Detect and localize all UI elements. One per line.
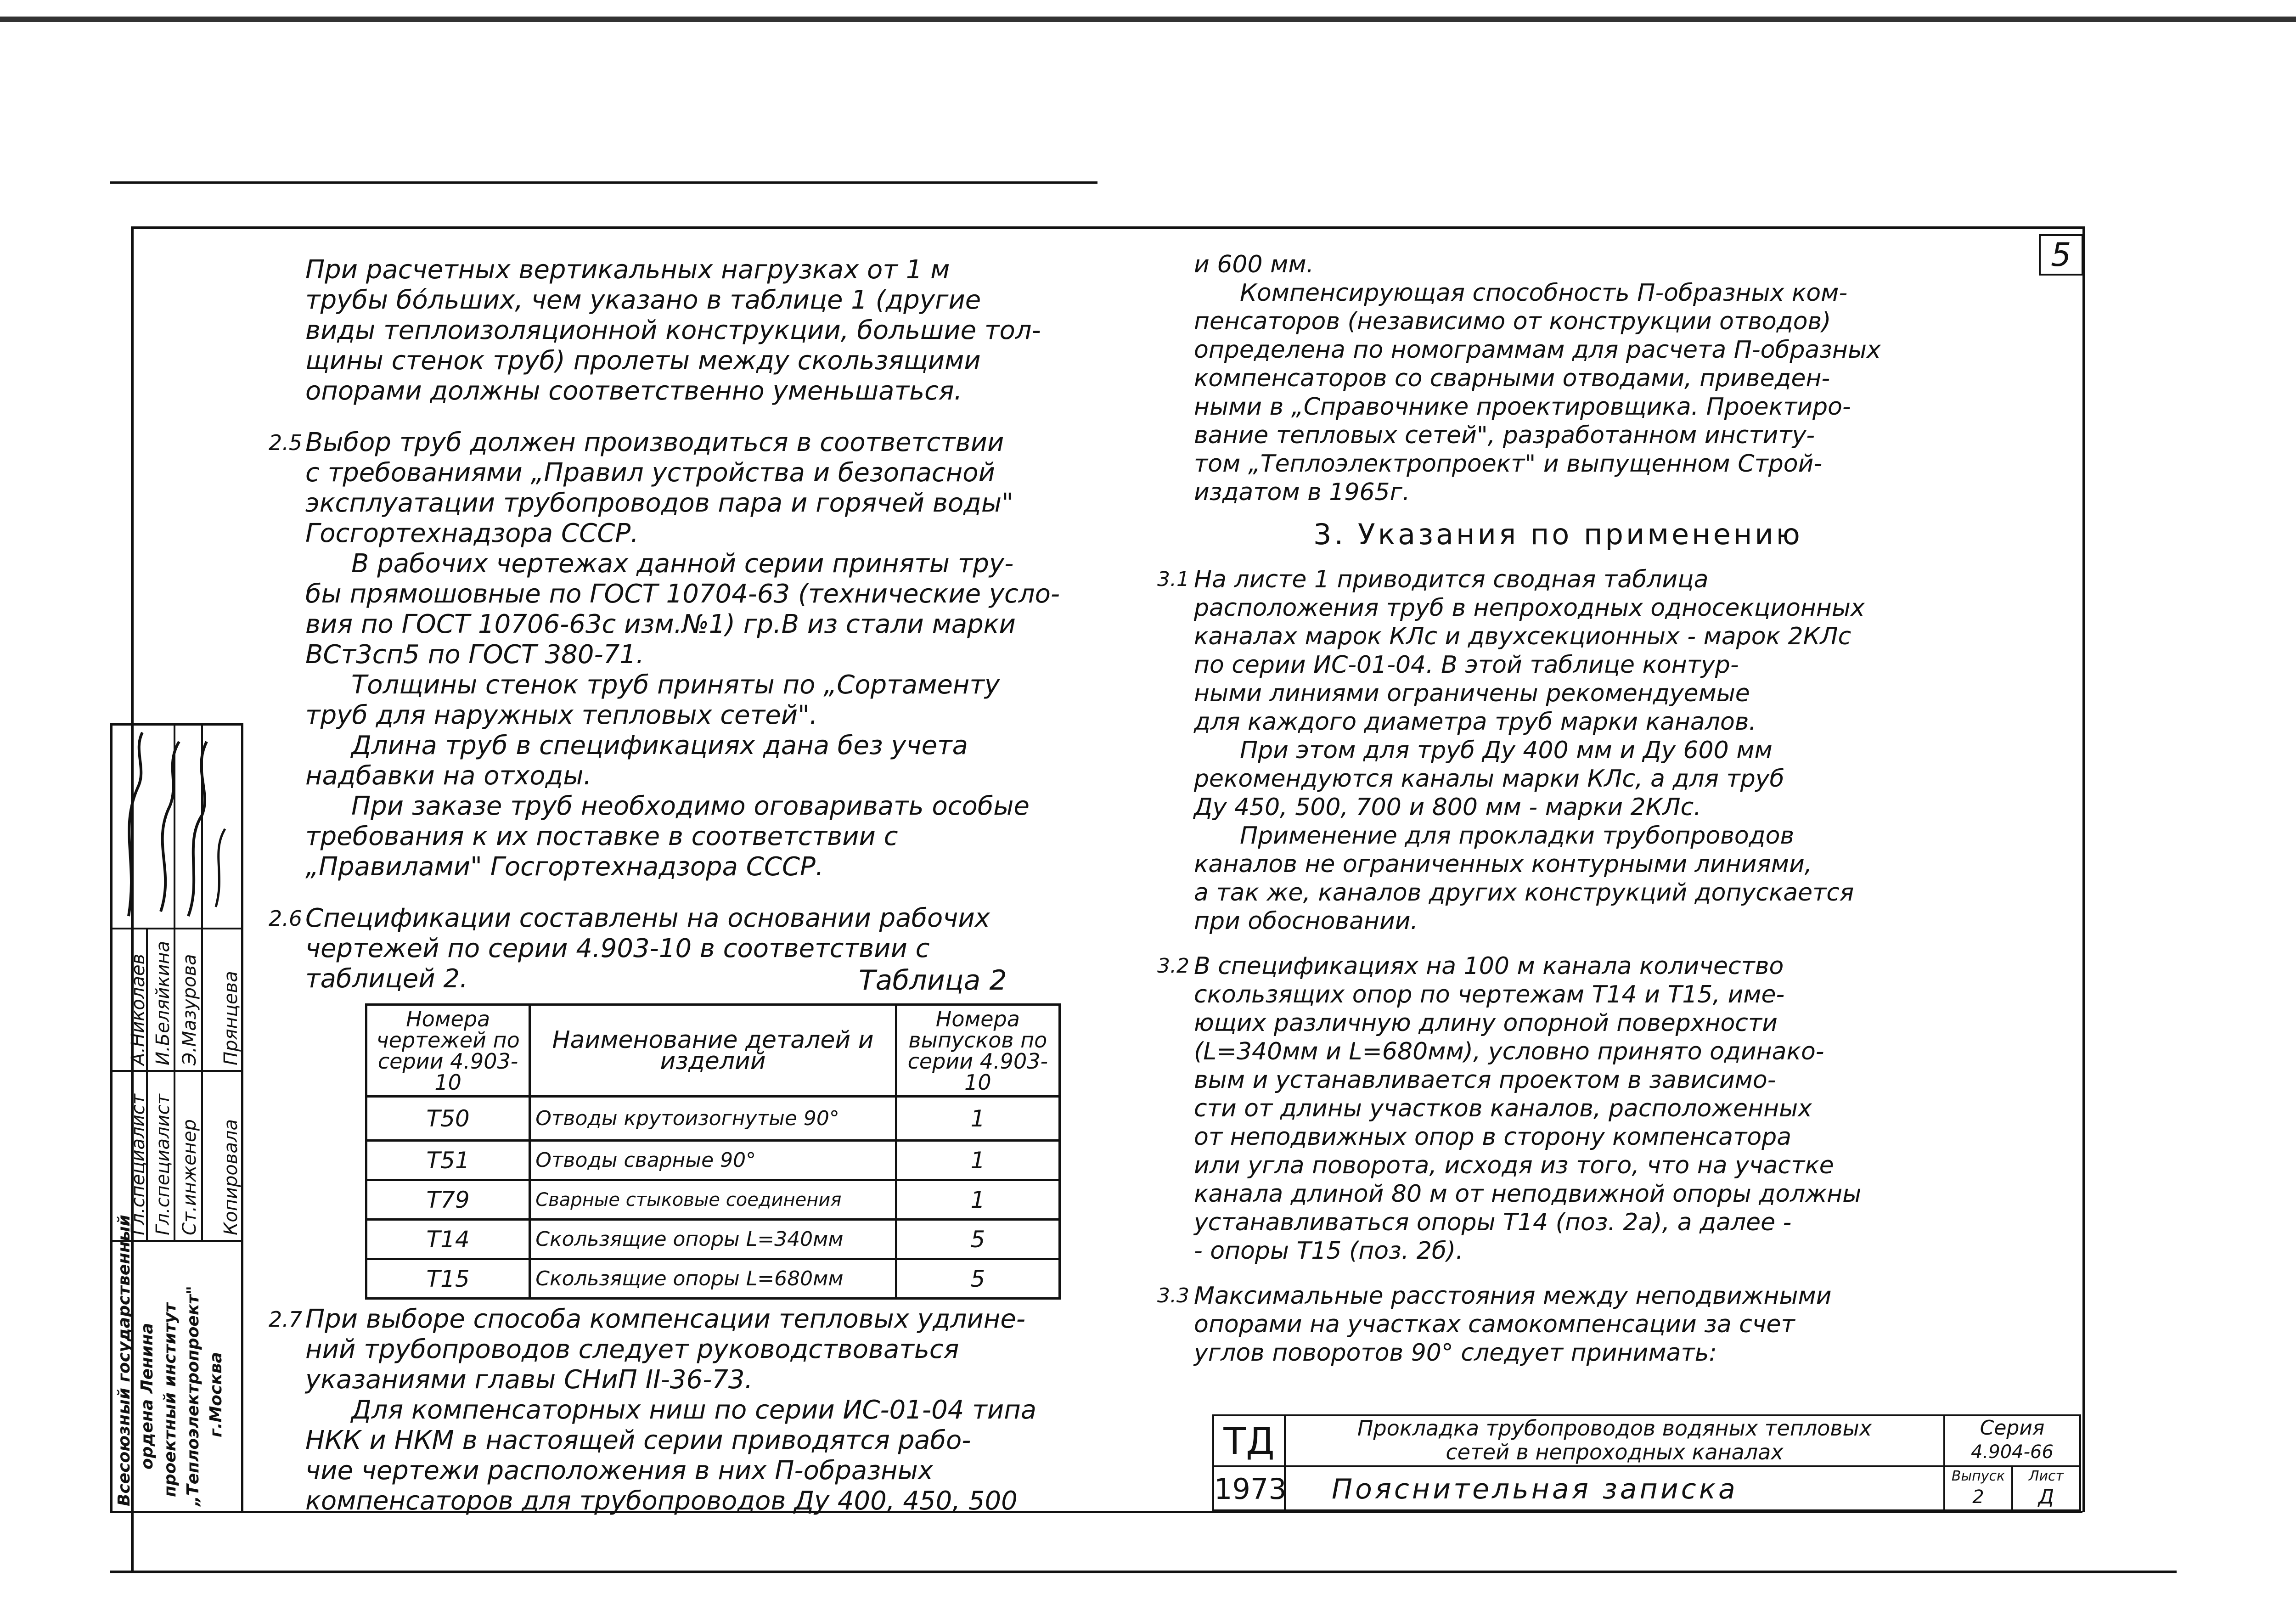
- table-row: [366, 1259, 1060, 1299]
- row-name: Отводы крутоизогнутые 90°: [530, 1097, 896, 1141]
- s25-line: надбавки на отходы.: [305, 761, 592, 791]
- stamp-issue-value: 2: [1972, 1486, 1984, 1508]
- s25-line: Госгортехнадзора СССР.: [305, 518, 639, 548]
- s31-line: Применение для прокладки трубопроводов: [1240, 822, 1795, 850]
- s25-line: При заказе труб необходимо оговаривать особые: [351, 791, 1030, 821]
- side-org-line: проектный институт: [161, 1303, 180, 1497]
- side-role: Ст.инженер: [179, 1119, 200, 1235]
- right-top-line: ными в „Справочнике проектировщика. Проектиро-: [1194, 393, 1851, 421]
- right-column: [1157, 250, 2030, 1367]
- row-name: Скользящие опоры L=340мм: [530, 1220, 896, 1259]
- intro-line: виды теплоизоляционной конструкции, большие тол-: [305, 315, 1041, 345]
- right-top-line: издатом в 1965г.: [1194, 479, 1410, 506]
- row-name: Скользящие опоры L=680мм: [530, 1259, 896, 1299]
- intro-line: щины стенок труб) пролеты между скользящими: [305, 346, 981, 376]
- s32-line: скользящих опор по чертежам Т14 и Т15, име-: [1194, 981, 1785, 1008]
- s31-line: На листе 1 приводится сводная таблица: [1194, 566, 1709, 593]
- s25-line: Толщины стенок труб приняты по „Сортаменту: [351, 670, 1000, 700]
- row-number: Т79: [366, 1180, 530, 1220]
- side-name: А.Николаев: [128, 953, 149, 1065]
- s27-line: Для компенсаторных ниш по серии ИС-01-04 типа: [351, 1395, 1037, 1425]
- s25-line: бы прямошовные по ГОСТ 10704-63 (технические усло-: [305, 579, 1060, 609]
- section-number: 3.2: [1157, 954, 1189, 978]
- s26-line: Спецификации составлены на основании рабочих: [305, 903, 990, 933]
- side-name: И.Беляйкина: [152, 940, 174, 1065]
- s31-line: каналов не ограниченных контурными линиями,: [1194, 850, 1812, 878]
- table-row: [366, 1180, 1060, 1220]
- section-number: 2.6: [269, 906, 303, 931]
- s27-line: НКК и НКМ в настоящей серии приводятся рабо-: [305, 1425, 971, 1455]
- section-number: 2.7: [269, 1307, 303, 1332]
- s32-line: (L=340мм и L=680мм), условно принято одинако-: [1194, 1038, 1824, 1065]
- stamp-issue-label: Выпуск: [1951, 1468, 2005, 1484]
- table-row: [366, 1097, 1060, 1141]
- section-number: 3.3: [1157, 1284, 1189, 1307]
- s32-line: ющих различную длину опорной поверхности: [1194, 1009, 1778, 1037]
- right-top-line: Компенсирующая способность П-образных ком-: [1240, 279, 1848, 307]
- header-issue-numbers: Номера выпусков по серии 4.903-10: [896, 1005, 1059, 1097]
- s33-line: опорами на участках самокомпенсации за счет: [1194, 1311, 1795, 1338]
- table-header-row: [366, 1005, 1060, 1097]
- side-block-divider: [110, 1070, 243, 1072]
- s31-line: При этом для труб Ду 400 мм и Ду 600 мм: [1240, 737, 1773, 764]
- s32-line: сти от длины участков каналов, расположенных: [1194, 1095, 1812, 1122]
- s26-line: чертежей по серии 4.903-10 в соответствии с: [305, 934, 930, 963]
- stamp-doc-name: Пояснительная записка: [1332, 1473, 1738, 1505]
- right-border-line: [2082, 226, 2085, 1512]
- header-item-name: Наименование деталей и изделий: [530, 1005, 896, 1097]
- side-org-line: „Теплоэлектропроект": [184, 1286, 203, 1506]
- s27-line: компенсаторов для трубопроводов Ду 400, 450, 500: [305, 1486, 1018, 1516]
- s33-line: углов поворотов 90° следует принимать:: [1194, 1339, 1717, 1367]
- s26-line: таблицей 2.: [305, 964, 468, 994]
- side-org-line: Всесоюзный государственный: [115, 1215, 134, 1506]
- intro-line: трубы бо́льших, чем указано в таблице 1 (другие: [305, 285, 981, 315]
- s32-line: В спецификациях на 100 м канала количество: [1194, 952, 1784, 980]
- right-top-line: пенсаторов (независимо от конструкции отводов): [1194, 308, 1831, 335]
- stamp-year: 1973: [1214, 1472, 1287, 1506]
- s27-line: чие чертежи расположения в них П-образных: [305, 1456, 933, 1486]
- table-row: [366, 1220, 1060, 1259]
- stamp-series-cell: [1943, 1414, 2081, 1467]
- s25-line: труб для наружных тепловых сетей".: [305, 700, 818, 730]
- row-number: Т14: [366, 1220, 530, 1259]
- left-column-bottom: [269, 1304, 1132, 1516]
- row-name: Отводы сварные 90°: [530, 1141, 896, 1180]
- section-number: 2.5: [269, 430, 303, 455]
- top-border-line: [131, 226, 2082, 229]
- side-name: Э.Мазурова: [179, 954, 200, 1065]
- signature-2: [161, 742, 179, 912]
- s33-line: Максимальные расстояния между неподвижными: [1194, 1282, 1832, 1310]
- row-issue: 1: [896, 1141, 1059, 1180]
- s31-line: для каждого диаметра труб марки каналов.: [1194, 708, 1756, 736]
- side-org-line: ордена Ленина: [138, 1323, 157, 1470]
- stamp-title-line-2: сетей в непроходных каналах: [1446, 1440, 1784, 1464]
- s32-line: или угла поворота, исходя из того, что на участке: [1194, 1152, 1834, 1179]
- side-name: Прянцева: [220, 971, 242, 1065]
- row-issue: 1: [896, 1180, 1059, 1220]
- s25-line: „Правилами" Госгортехнадзора СССР.: [305, 852, 824, 882]
- left-column: [269, 255, 1132, 994]
- s32-line: устанавливаться опоры Т14 (поз. 2а), а далее -: [1194, 1209, 1792, 1236]
- intro-line: При расчетных вертикальных нагрузках от 1 м: [305, 255, 950, 285]
- stamp-sheet-cell: [2011, 1465, 2081, 1511]
- stamp-sheet-value: Д: [2038, 1485, 2054, 1509]
- signature-4: [216, 829, 225, 907]
- section-number: 3.1: [1157, 568, 1189, 591]
- table-caption: Таблица 2: [859, 964, 1007, 997]
- side-role: Гл.специалист: [128, 1094, 149, 1235]
- bottom-border-line: [110, 1571, 2177, 1573]
- s31-line: Ду 450, 500, 700 и 800 мм - марки 2КЛс.: [1194, 794, 1701, 821]
- s31-line: ными линиями ограничены рекомендуемые: [1194, 680, 1750, 707]
- signature-3: [188, 742, 207, 916]
- intro-line: опорами должны соответственно уменьшаться.: [305, 376, 962, 406]
- right-top-line: вание тепловых сетей", разработанном институ-: [1194, 422, 1815, 449]
- s27-line: ний трубопроводов следует руководствоваться: [305, 1334, 959, 1364]
- right-top-line: компенсаторов со сварными отводами, приведен-: [1194, 365, 1830, 392]
- top-scan-edge: [0, 17, 2296, 22]
- signature-1: [129, 732, 142, 916]
- s25-line: В рабочих чертежах данной серии приняты тру-: [351, 549, 1014, 579]
- s27-line: При выборе способа компенсации тепловых удлине-: [305, 1304, 1026, 1334]
- table-row: [366, 1141, 1060, 1180]
- stamp-code: ТД: [1223, 1420, 1275, 1463]
- s25-line: вия по ГОСТ 10706-63с изм.№1) гр.В из стали марки: [305, 609, 1016, 639]
- stamp-series-label: Серия: [1980, 1416, 2045, 1440]
- s31-line: при обосновании.: [1194, 907, 1418, 935]
- s32-line: - опоры Т15 (поз. 2б).: [1194, 1237, 1463, 1265]
- stamp-year-cell: [1212, 1465, 1286, 1511]
- s25-line: с требованиями „Правил устройства и безопасной: [305, 458, 995, 488]
- s25-line: Длина труб в спецификациях дана без учета: [351, 731, 968, 760]
- header-drawing-numbers: Номера чертежей по серии 4.903-10: [366, 1005, 530, 1097]
- stamp-code-cell: [1212, 1414, 1286, 1467]
- s25-line: эксплуатации трубопроводов пара и горячей воды": [305, 488, 1013, 518]
- side-role: Гл.специалист: [152, 1094, 174, 1235]
- stamp-sheet-label: Лист: [2028, 1468, 2064, 1484]
- stamp-series-value: 4.904-66: [1971, 1441, 2054, 1463]
- s25-line: требования к их поставке в соответствии с: [305, 822, 898, 851]
- stamp-title-cell: [1284, 1414, 1945, 1467]
- row-number: Т50: [366, 1097, 530, 1141]
- side-role: Копировала: [220, 1119, 242, 1235]
- stamp-docname-cell: [1284, 1465, 1945, 1511]
- row-name: Сварные стыковые соединения: [530, 1180, 896, 1220]
- row-issue: 1: [896, 1097, 1059, 1141]
- side-org-line: г.Москва: [207, 1352, 225, 1437]
- s25-line: ВСт3сп5 по ГОСТ 380-71.: [305, 640, 644, 670]
- row-issue: 5: [896, 1220, 1059, 1259]
- right-top-line: том „Теплоэлектропроект" и выпущенном Строй-: [1194, 450, 1823, 478]
- right-top-line: и 600 мм.: [1194, 251, 1314, 278]
- s25-line: Выбор труб должен производиться в соответствии: [305, 428, 1004, 457]
- side-block-divider: [110, 928, 243, 929]
- stamp-issue-cell: [1943, 1465, 2013, 1511]
- s31-line: расположения труб в непроходных односекционных: [1194, 594, 1865, 622]
- sheet-number: 5: [2039, 234, 2083, 276]
- stamp-title-line-1: Прокладка трубопроводов водяных тепловых: [1357, 1416, 1872, 1441]
- s31-line: по серии ИС-01-04. В этой таблице контур-: [1194, 651, 1739, 679]
- right-top-line: определена по номограммам для расчета П-образных: [1194, 336, 1881, 364]
- s32-line: вым и устанавливается проектом в зависимо-: [1194, 1066, 1776, 1094]
- row-issue: 5: [896, 1259, 1059, 1299]
- row-number: Т15: [366, 1259, 530, 1299]
- s31-line: а так же, каналов других конструкций допускается: [1194, 879, 1854, 906]
- s27-line: указаниями главы СНиП II-36-73.: [305, 1365, 753, 1395]
- s32-line: канала длиной 80 м от неподвижной опоры должны: [1194, 1180, 1862, 1208]
- row-number: Т51: [366, 1141, 530, 1180]
- section-heading: 3. Указания по применению: [1313, 518, 1803, 551]
- table-2: [365, 1003, 1061, 1300]
- s32-line: от неподвижных опор в сторону компенсатора: [1194, 1123, 1792, 1151]
- s31-line: рекомендуются каналы марки КЛс, а для труб: [1194, 765, 1784, 793]
- signatures: [110, 723, 243, 928]
- s31-line: каналах марок КЛс и двухсекционных - марок 2КЛс: [1194, 623, 1851, 650]
